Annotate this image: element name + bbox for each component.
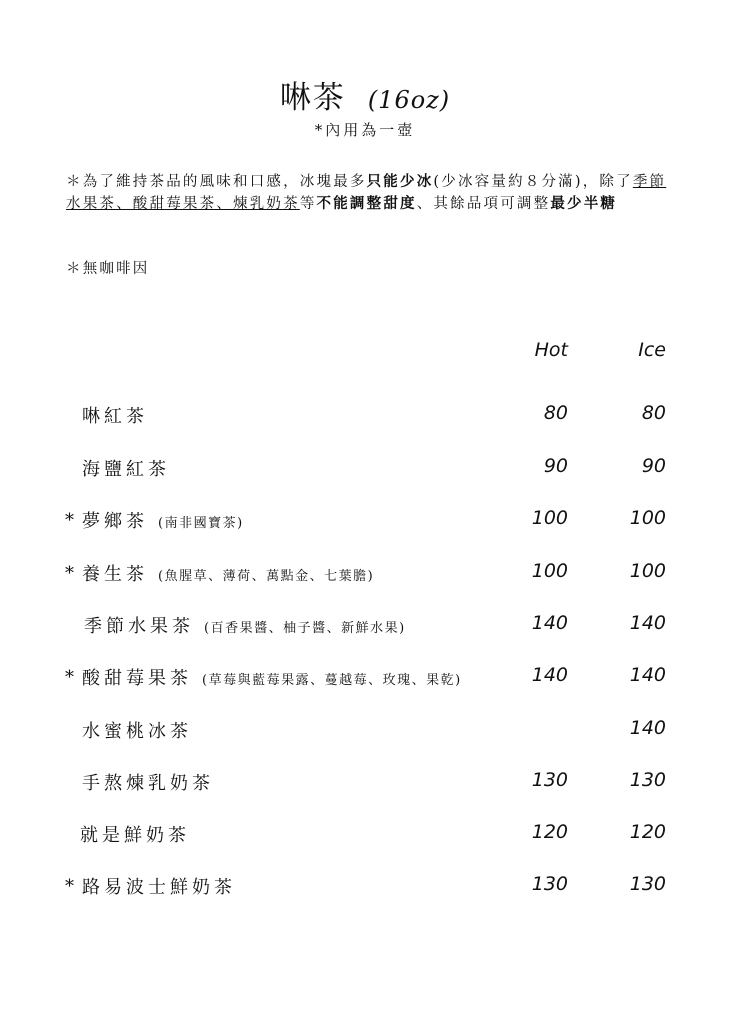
page-subtitle: *內用為一壺: [314, 121, 416, 139]
item-description: (草莓與藍莓果露、蔓越莓、玫瑰、果乾): [202, 673, 462, 688]
menu-item-row: [82, 507, 244, 533]
note-text: 、其餘品項可調整: [416, 196, 551, 212]
note-text: 為了維持茶品的風味和口感，冰塊最多: [82, 174, 367, 190]
note-bold: 最少半糖: [550, 195, 618, 212]
item-name: 啉紅茶: [82, 406, 148, 427]
item-star: *: [65, 876, 74, 897]
item-name: 季節水果茶: [84, 616, 194, 637]
item-name: 海鹽紅茶: [82, 459, 170, 480]
item-description: (魚腥草、薄荷、萬點金、七葉膽): [158, 569, 375, 584]
item-description: (南非國寶茶): [158, 516, 244, 531]
hot-price: 130: [531, 873, 568, 895]
menu-item-row: [82, 455, 180, 481]
hot-price: 140: [531, 612, 568, 634]
hot-price: 140: [531, 664, 568, 686]
hot-price: 100: [531, 507, 568, 529]
ice-price: 100: [629, 507, 666, 529]
menu-item-row: [80, 821, 200, 847]
ice-price: 100: [629, 560, 666, 582]
hot-price: 100: [531, 560, 568, 582]
item-name: 水蜜桃冰茶: [82, 721, 192, 742]
item-name: 夢鄉茶: [82, 511, 148, 532]
item-name: 就是鮮奶茶: [80, 825, 190, 846]
ice-price: 130: [629, 769, 666, 791]
hot-price: 90: [543, 455, 568, 477]
menu-item-row: [82, 717, 202, 743]
ice-price: 130: [629, 873, 666, 895]
menu-item-row: [82, 769, 224, 795]
ice-price: 140: [629, 612, 666, 634]
note-bold: 不能調整甜度: [316, 195, 417, 212]
hot-price: 130: [531, 769, 568, 791]
item-star: *: [65, 510, 74, 531]
item-name: 手熬煉乳奶茶: [82, 773, 214, 794]
item-description: (百香果醬、柚子醬、新鮮水果): [204, 621, 406, 636]
item-star: *: [65, 563, 74, 584]
ice-price: 80: [641, 402, 666, 424]
item-star: *: [65, 667, 74, 688]
menu-item-row: [82, 873, 246, 899]
ice-sugar-note: [66, 171, 670, 215]
note-star: ＊: [66, 174, 83, 190]
cup-size: (16oz): [367, 86, 451, 114]
ice-price: 90: [641, 455, 666, 477]
note-text: 等: [299, 196, 317, 212]
ice-price: 120: [629, 821, 666, 843]
menu-name: 啉茶: [279, 80, 346, 116]
hot-price: 80: [543, 402, 568, 424]
ice-price: 140: [629, 664, 666, 686]
item-name: 路易波士鮮奶茶: [82, 877, 236, 898]
menu-item-row: [82, 402, 158, 428]
note-underlined: 季節水果茶、酸甜莓果茶、煉乳奶茶: [66, 174, 667, 212]
menu-item-row: [82, 560, 374, 586]
ice-column-header: Ice: [638, 339, 666, 361]
menu-item-row: [84, 612, 406, 638]
page-title: [0, 72, 730, 117]
caffeine-free-note: ＊無咖啡因: [66, 261, 150, 277]
note-bold: 只能少冰: [366, 173, 434, 190]
menu-item-row: [82, 664, 462, 690]
item-name: 養生茶: [82, 564, 148, 585]
hot-price: 120: [531, 821, 568, 843]
hot-column-header: Hot: [534, 339, 568, 361]
note-text: (少冰容量約８分滿)，除了: [433, 174, 633, 190]
ice-price: 140: [629, 717, 666, 739]
item-name: 酸甜莓果茶: [82, 668, 192, 689]
